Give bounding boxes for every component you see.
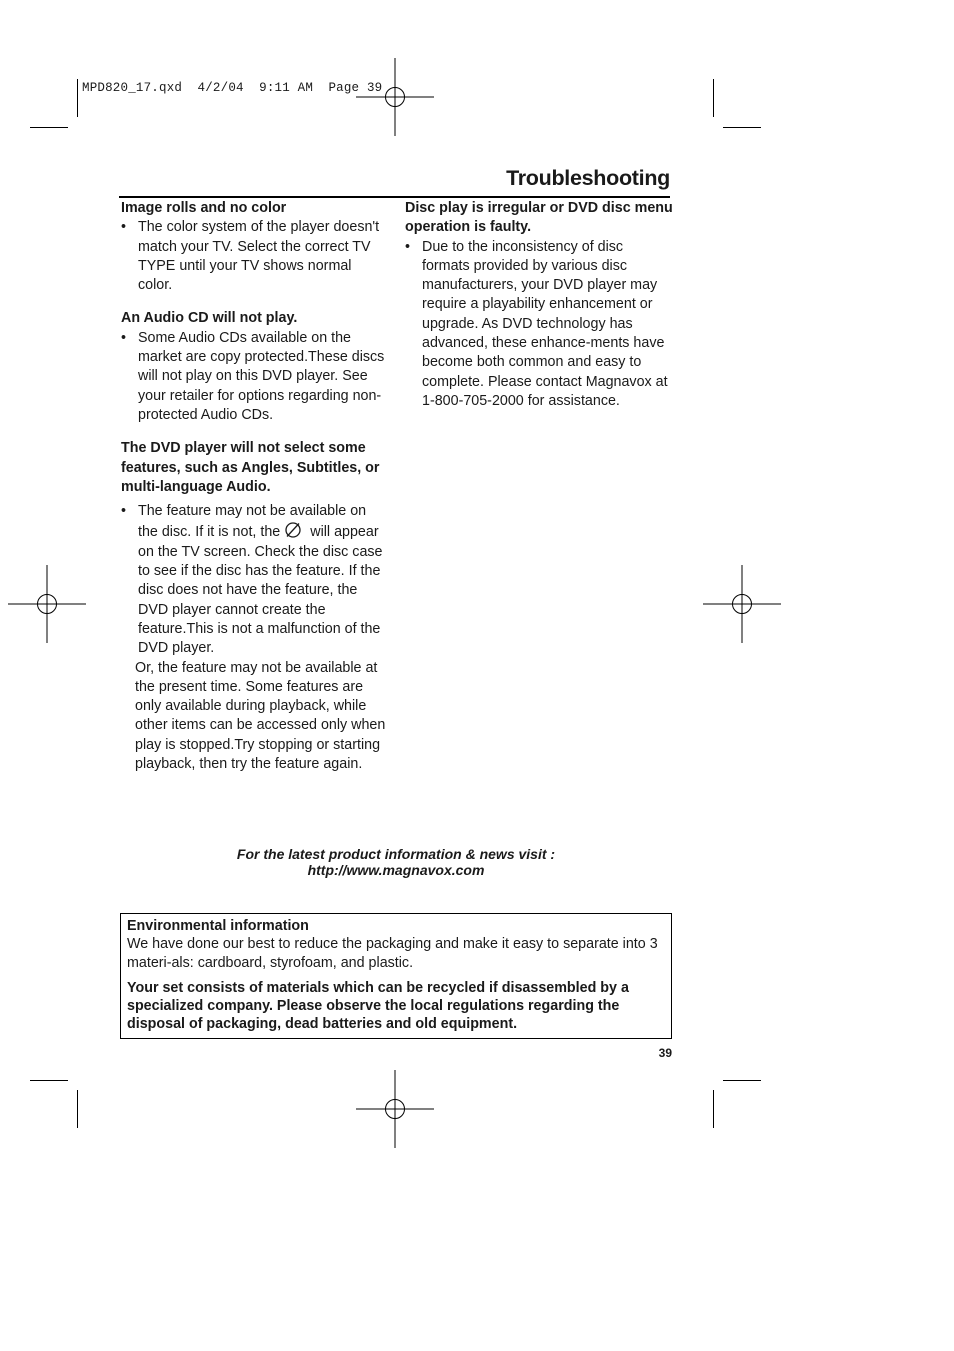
paragraph: Or, the feature may not be available at the present time. Some features are only available during playback, while other items can be accessed only when play is stopped.Try stopping or starting playback, then try the feature again. — [135, 659, 386, 773]
crop-mark-bottom-right-vertical — [713, 1090, 714, 1128]
bullet-item — [405, 238, 673, 412]
title-rule — [119, 196, 670, 198]
environmental-info-box — [120, 913, 672, 1039]
environmental-recycle-notice: Your set consists of materials which can be recycled if disassembled by a specialized company. Please observe the local regulations regarding the disposal of packaging, dead batteries and old equipment. — [127, 979, 629, 1033]
website-link[interactable]: http://www.magnavox.com — [307, 862, 485, 878]
bullet-text: Some Audio CDs available on the market are copy protected.These discs will not play on this DVD player. See your retailer for options regarding non-protected Audio CDs. — [138, 329, 385, 423]
registration-mark-icon — [703, 565, 781, 643]
bullet-text: Due to the inconsistency of disc formats provided by various disc manufacturers, your DVD player may require a playability enhancement or upgrade. As DVD technology has advanced, these enhance-ments have become both common and easy to complete. Please contact Magnavox at 1-800-705-2000 for assistance. — [422, 238, 668, 409]
crop-mark-top-right-horizontal — [723, 127, 761, 128]
left-column — [121, 199, 389, 774]
crop-mark-bottom-right-horizontal — [723, 1080, 761, 1081]
bullet-marker: • — [121, 503, 127, 520]
registration-mark-icon — [356, 58, 434, 136]
section-heading-disc-play: Disc play is irregular or DVD disc menu operation is faulty. — [405, 200, 673, 236]
crop-mark-top-right-vertical — [713, 79, 714, 117]
bullet-item — [121, 502, 389, 658]
bullet-text-end: will appear on the TV screen. Check the disc case to see if the disc has the feature. If the disc does not have the feature, the DVD player cannot create the feature.This is not a malfunction of the DVD player. — [138, 524, 383, 657]
environmental-heading: Environmental information — [127, 918, 309, 934]
environmental-body: We have done our best to reduce the packaging and make it easy to separate into 3 materi-als: cardboard, styrofoam, and plastic. — [127, 936, 658, 971]
right-column — [405, 199, 673, 411]
registration-mark-icon — [8, 565, 86, 643]
visit-text: For the latest product information & news visit : — [236, 846, 556, 862]
bullet-marker: • — [121, 219, 127, 236]
crop-mark-top-left-vertical — [77, 79, 78, 117]
section-heading-audio-cd: An Audio CD will not play. — [121, 310, 298, 327]
bullet-item — [121, 329, 389, 425]
crop-mark-bottom-left-vertical — [77, 1090, 78, 1128]
bullet-text-start: The feature may not be available on the disc. If it is not, the — [138, 503, 367, 541]
bullet-text: The color system of the player doesn't match your TV. Select the correct TV TYPE until your TV shows normal color. — [138, 219, 380, 294]
crop-mark-top-left-horizontal — [30, 127, 68, 128]
page-number: 39 — [658, 1046, 672, 1060]
section-heading-features: The DVD player will not select some features, such as Angles, Subtitles, or multi-language Audio. — [121, 440, 380, 495]
crop-mark-bottom-left-horizontal — [30, 1080, 68, 1081]
bullet-marker: • — [405, 238, 411, 255]
registration-mark-icon — [356, 1070, 434, 1148]
bullet-marker: • — [121, 329, 127, 346]
section-heading-image-rolls: Image rolls and no color — [121, 200, 287, 216]
page-title: Troubleshooting — [506, 166, 670, 190]
bullet-item — [121, 218, 389, 295]
prohibit-icon — [284, 521, 302, 539]
print-slug: MPD820_17.qxd 4/2/04 9:11 AM Page 39 — [82, 81, 383, 95]
